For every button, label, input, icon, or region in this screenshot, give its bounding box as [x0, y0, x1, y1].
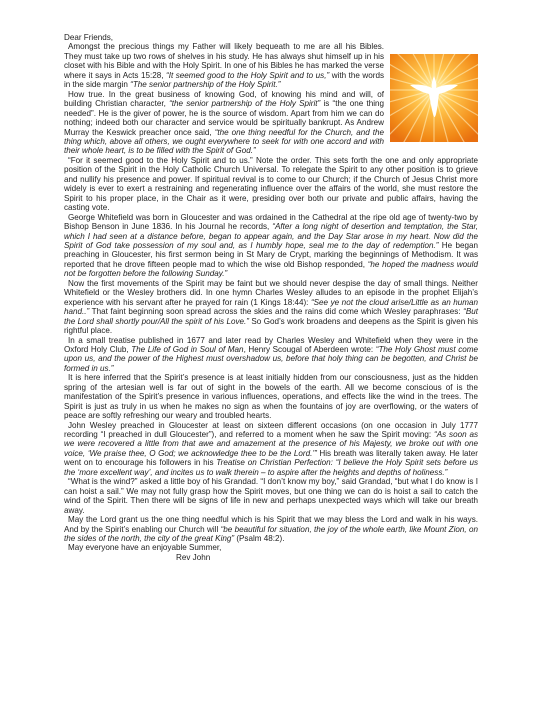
dove-image	[390, 54, 478, 142]
paragraph-3: “For it seemed good to the Holy Spirit and to us.” Note the order. This sets forth the one and only appropriate position of the Spirit in the Holy Catholic Church Universal. To relegate the Spirit to any other position is to grieve and nullify his presence and power. If spiritual revival is to come to our Church; if the Church of Jesus Christ more widely is ever to exert a restraining and regenerating influence over the affairs of the world, she must restore the Spirit to his proper place, in the Chair as it were, presiding over both our private and public affairs, having the casting vote.	[64, 155, 478, 213]
paragraph-1: Amongst the precious things my Father will likely bequeath to me are all his Bibles. They must take up two rows of shelves in his study. He has always shut himself up in his closet with his Bible and with the Holy Spirit. In one of his Bibles he has marked the verse where it says in Acts 15:28, “It seemed good to the Holy Spirit and to us,” with the words in the side margin “The senior partnership of the Holy Spirit.”	[64, 42, 384, 90]
paragraph-5: Now the first movements of the Spirit may be faint but we should never despise the day of small things. Neither Whitefield or the Wesley brothers did. In one hymn Charles Wesley alludes to an episode in the prophet Elijah’s experience with his servant after he prayed for rain (1 Kings 18:44): “See ye not the cloud arise/Little as an human hand..” That faint beginning soon spread across the skies and the rains did come which Wesley paraphrases: “But the Lord shall shortly pour/All the spirit of his Love.” So God’s work broadens and deepens as the Spirit is given his rightful place.	[64, 278, 478, 336]
signature: Rev John	[176, 552, 211, 562]
paragraph-4: George Whitefield was born in Gloucester and was ordained in the Cathedral at the ripe old age of twenty-two by Bishop Benson in June 1836. In his Journal he records, “After a long night of desertion and temptation, the Star, which I had seen at a distance before, began to appear again, and the Day Star arose in my heart. Now did the Spirit of God take possession of my soul and, as I humbly hope, seal me to the day of redemption.” He began preaching in Gloucester, his first sermon being in St Mary de Crypt, marking the beginnings of Methodism. It was reported that he drove fifteen people mad to which the wise old Bishop responded, “he hoped the madness would not be forgotten before the following Sunday.”	[64, 212, 478, 279]
dove-with-rays-icon	[390, 54, 478, 142]
letter-body	[64, 33, 478, 562]
paragraph-9: “What is the wind?” asked a little boy of his Grandad. “I don’t know my boy,” said Grandad, “but what I do know is I can hoist a sail.” We may not fully grasp how the Spirit moves, but one thing we can do is hoist a sail to catch the wind of the Spirit. Then there will be signs of life in new and perhaps unexpected ways which will take our breath away.	[64, 477, 478, 515]
paragraph-7: It is here inferred that the Spirit’s presence is at least initially hidden from our consciousness, just as the hidden spring of the artesian well is far out of sight in the bowels of the earth. All we become conscious of is the manifestation of the Spirit’s presence in various influences, operations, and effects like the wind in the trees. The Spirit is just as truly in us when he makes no sign as when the fountains of joy are overflowing, or the waters of peace are softly refreshing our weary and troubled hearts.	[64, 373, 478, 421]
paragraph-6: In a small treatise published in 1677 and later read by Charles Wesley and Whitefield when they were in the Oxford Holy Club, The Life of God in Soul of Man, Henry Scougal of Aberdeen wrote: “The Holy Ghost must come upon us, and the power of the Highest must overshadow us, before that holy thing can be begotten, and Christ be formed in us.”	[64, 335, 478, 373]
signature-row	[64, 553, 478, 562]
paragraph-8: John Wesley preached in Gloucester at least on sixteen different occasions (on one occasion in July 1777 recording “I preached in dull Gloucester”), and referred to a moment when he saw the Spirit moving: “As soon as we were recovered a little from that awe and amazement at the presence of his Majesty, we broke out with one voice, ‘We praise thee, O God; we acknowledge thee to be the Lord.’” His breath was literally taken away. He later went on to encourage his followers in his Treatise on Christian Perfection: “I believe the Holy Spirit sets before us the ‘more excellent way’, and incites us to walk therein – to aspire after the heights and depths of holiness.”	[64, 420, 478, 477]
paragraph-10: May the Lord grant us the one thing needful which is his Spirit that we may bless the Lord and walk in his ways. And by the Spirit’s enabling our Church will “be beautiful for situation, the joy of the whole earth, like Mount Zion, on the sides of the north, the city of the great King” (Psalm 48:2).	[64, 515, 479, 544]
greeting: Dear Friends,	[64, 33, 114, 42]
closing-line: May everyone have an enjoyable Summer,	[68, 543, 222, 553]
paragraph-2: How true. In the great business of knowing God, of knowing his mind and will, of building Christian character, “the senior partnership of the Holy Spirit” is “the one thing needed”. He is the giver of power, he is the source of wisdom. Apart from him we can do nothing; indeed both our character and service would be spiritually bankrupt. As Andrew Murray the Keswick preacher once said, “the one thing needful for the Church, and the thing which, above all others, we ought everywhere to seek for with one accord and with their whole heart, is to be filled with the Spirit of God.”	[64, 89, 385, 156]
